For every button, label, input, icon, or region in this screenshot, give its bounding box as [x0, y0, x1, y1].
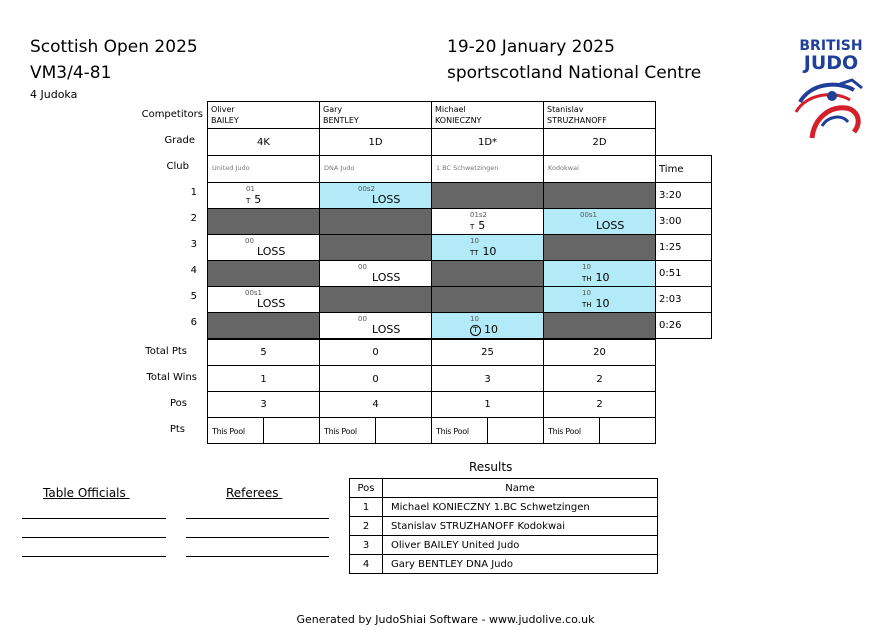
match-result-cell [207, 182, 320, 209]
match-result-cell [431, 312, 544, 339]
total-wins-cell [543, 365, 656, 392]
match-number-label: 5 [190, 291, 197, 302]
grade-value: 4K [257, 137, 270, 148]
time-header-cell [655, 155, 712, 183]
score-code: 01 [246, 185, 255, 193]
logo-line2: JUDO [803, 52, 859, 74]
official-signature-line[interactable] [22, 556, 166, 557]
event-date: 19-20 January 2025 [447, 37, 615, 57]
grade-value: 1D* [477, 137, 498, 148]
match-score [470, 246, 496, 259]
event-venue: sportscotland National Centre [447, 63, 702, 83]
match-time-cell [655, 182, 712, 209]
label-total-pts: Total Pts [145, 346, 187, 357]
blocked-cell [319, 208, 432, 235]
pool-pts-cell [207, 417, 320, 444]
competitor-name-cell [431, 101, 544, 129]
pos-value: 2 [596, 399, 603, 410]
results-pos: 1 [350, 498, 383, 517]
score-value: LOSS [372, 193, 401, 206]
match-result-cell [543, 208, 656, 235]
club-name: Kodokwai [548, 164, 579, 172]
total-pts-cell [543, 339, 656, 366]
results-table [349, 478, 658, 574]
total-pts-value: 0 [372, 347, 379, 358]
blocked-cell [431, 260, 544, 287]
match-result-cell [207, 286, 320, 313]
label-club: Club [166, 161, 189, 172]
score-value: 10 [482, 245, 497, 258]
match-number-label: 2 [190, 213, 197, 224]
competitor-first-name: Gary [323, 105, 343, 114]
blocked-cell [207, 260, 320, 287]
competitor-name-cell [207, 101, 320, 129]
club-cell [207, 155, 320, 183]
match-time-cell [655, 312, 712, 339]
official-signature-line[interactable] [22, 518, 166, 519]
results-name: Oliver BAILEY United Judo [383, 536, 658, 555]
results-pos: 4 [350, 555, 383, 574]
match-time-cell [655, 234, 712, 261]
referee-signature-line[interactable] [186, 556, 329, 557]
grade-value: 2D [592, 137, 607, 148]
match-time: 1:25 [659, 242, 682, 253]
results-row [350, 555, 658, 574]
pool-divider [375, 418, 376, 443]
match-result-cell [207, 234, 320, 261]
score-code: 10 [470, 315, 479, 323]
score-code: 01s2 [470, 211, 488, 219]
results-name: Gary BENTLEY DNA Judo [383, 555, 658, 574]
table-officials-title: Table Officials [43, 486, 130, 500]
score-value: LOSS [372, 271, 401, 284]
blocked-cell [319, 234, 432, 261]
label-grade: Grade [164, 135, 195, 146]
results-row [350, 517, 658, 536]
blocked-cell [543, 234, 656, 261]
score-value: 10 [484, 323, 498, 336]
score-code: 00 [245, 237, 254, 245]
score-code: 10 [582, 263, 591, 271]
blocked-cell [543, 312, 656, 339]
match-score [372, 272, 400, 284]
pool-pts-cell [319, 417, 432, 444]
technique-code: TH [582, 301, 592, 309]
score-value: 5 [254, 193, 262, 206]
match-result-cell [431, 234, 544, 261]
score-code: 10 [470, 237, 479, 245]
match-number-label: 4 [190, 265, 197, 276]
results-name: Stanislav STRUZHANOFF Kodokwai [383, 517, 658, 536]
competitor-first-name: Michael [435, 105, 466, 114]
match-time: 3:20 [659, 190, 682, 201]
blocked-cell [319, 286, 432, 313]
match-score [470, 324, 498, 336]
match-time-cell [655, 286, 712, 313]
match-score [582, 298, 610, 311]
grade-cell [543, 128, 656, 156]
match-number-label: 1 [190, 187, 197, 198]
match-score [470, 220, 485, 233]
competitor-last-name: KONIECZNY [435, 116, 482, 125]
total-pts-value: 5 [260, 347, 267, 358]
score-value: LOSS [372, 323, 401, 336]
score-value: LOSS [257, 297, 286, 310]
results-name: Michael KONIECZNY 1.BC Schwetzingen [383, 498, 658, 517]
results-pos: 3 [350, 536, 383, 555]
label-pos: Pos [169, 398, 187, 409]
pos-cell [431, 391, 544, 418]
match-result-cell [319, 312, 432, 339]
time-header: Time [659, 164, 684, 175]
official-signature-line[interactable] [22, 537, 166, 538]
competitor-name-cell [543, 101, 656, 129]
match-result-cell [319, 182, 432, 209]
logo-line1: BRITISH [799, 38, 863, 54]
match-time-cell [655, 260, 712, 287]
total-wins-cell [319, 365, 432, 392]
total-wins-value: 1 [260, 374, 267, 385]
label-pts: Pts [169, 424, 185, 435]
competitor-last-name: STRUZHANOFF [547, 116, 607, 125]
grade-value: 1D [368, 137, 383, 148]
competitor-first-name: Stanislav [547, 105, 584, 114]
match-score [596, 220, 624, 232]
match-time: 3:00 [659, 216, 682, 227]
match-score [257, 298, 285, 310]
category-title: VM3/4-81 [30, 63, 112, 83]
match-time: 0:26 [659, 320, 682, 331]
results-row [350, 498, 658, 517]
total-wins-cell [431, 365, 544, 392]
pos-value: 1 [484, 399, 491, 410]
pool-divider [263, 418, 264, 443]
total-wins-cell [207, 365, 320, 392]
pos-value: 3 [260, 399, 267, 410]
blocked-cell [207, 208, 320, 235]
blocked-cell [207, 312, 320, 339]
results-pos-header: Pos [350, 479, 383, 498]
match-time: 0:51 [659, 268, 682, 279]
total-pts-cell [207, 339, 320, 366]
referee-signature-line[interactable] [186, 518, 329, 519]
score-value: LOSS [596, 219, 625, 232]
pool-pts-cell [543, 417, 656, 444]
pool-label: This Pool [436, 427, 469, 436]
grade-cell [319, 128, 432, 156]
club-cell [431, 155, 544, 183]
score-code: 00s2 [358, 185, 376, 193]
competitor-last-name: BAILEY [211, 116, 239, 125]
judoka-count: 4 Judoka [30, 88, 78, 101]
pos-cell [319, 391, 432, 418]
judo-emblem-icon [792, 76, 868, 142]
technique-code: T [246, 197, 251, 205]
blocked-cell [431, 182, 544, 209]
match-score [582, 272, 610, 285]
event-title: Scottish Open 2025 [30, 37, 198, 57]
club-name: United Judo [212, 164, 250, 172]
total-wins-value: 2 [596, 374, 603, 385]
score-code: 00 [358, 315, 367, 323]
pool-pts-cell [431, 417, 544, 444]
match-result-cell [319, 260, 432, 287]
club-name: 1.BC Schwetzingen [436, 164, 499, 172]
results-header-row [350, 479, 658, 498]
technique-code: TT [470, 249, 479, 257]
pos-value: 4 [372, 399, 379, 410]
pool-label: This Pool [212, 427, 245, 436]
pool-divider [487, 418, 488, 443]
pos-cell [543, 391, 656, 418]
blocked-cell [431, 286, 544, 313]
total-wins-value: 3 [484, 374, 491, 385]
pool-label: This Pool [324, 427, 357, 436]
total-wins-value: 0 [372, 374, 379, 385]
match-result-cell [543, 260, 656, 287]
club-name: DNA Judo [324, 164, 355, 172]
referees-title: Referees [226, 486, 283, 500]
club-cell [543, 155, 656, 183]
competitor-name-cell [319, 101, 432, 129]
match-score [246, 194, 261, 207]
referee-signature-line[interactable] [186, 537, 329, 538]
pool-label: This Pool [548, 427, 581, 436]
total-pts-cell [319, 339, 432, 366]
score-code: 10 [582, 289, 591, 297]
pos-cell [207, 391, 320, 418]
score-value: 10 [595, 297, 610, 310]
score-code: 00s1 [245, 289, 263, 297]
total-pts-cell [431, 339, 544, 366]
results-row [350, 536, 658, 555]
match-result-cell [431, 208, 544, 235]
label-competitors: Competitors [141, 109, 203, 120]
score-value: 5 [478, 219, 486, 232]
match-result-cell [543, 286, 656, 313]
label-total-wins: Total Wins [146, 372, 197, 383]
match-time: 2:03 [659, 294, 682, 305]
blocked-cell [543, 182, 656, 209]
technique-code: T [470, 223, 475, 231]
competitor-last-name: BENTLEY [323, 116, 359, 125]
results-pos: 2 [350, 517, 383, 536]
total-pts-value: 25 [481, 347, 494, 358]
match-number-label: 3 [190, 239, 197, 250]
match-score [372, 324, 400, 336]
results-name-header: Name [383, 479, 658, 498]
score-code: 00s1 [580, 211, 598, 219]
score-value: LOSS [257, 245, 286, 258]
match-number-label: 6 [190, 317, 197, 328]
grade-cell [431, 128, 544, 156]
results-title: Results [469, 460, 513, 474]
score-code: 00 [358, 263, 367, 271]
score-value: 10 [595, 271, 610, 284]
footer-credit: Generated by JudoShiai Software - www.judolive.co.uk [296, 613, 595, 626]
technique-code: TH [582, 275, 592, 283]
british-judo-logo [792, 38, 864, 148]
match-score [257, 246, 285, 258]
grade-cell [207, 128, 320, 156]
match-time-cell [655, 208, 712, 235]
competitor-first-name: Oliver [211, 105, 235, 114]
match-score [372, 194, 400, 206]
pool-divider [599, 418, 600, 443]
total-pts-value: 20 [593, 347, 606, 358]
osaekomi-circle-icon: T [470, 325, 481, 336]
club-cell [319, 155, 432, 183]
